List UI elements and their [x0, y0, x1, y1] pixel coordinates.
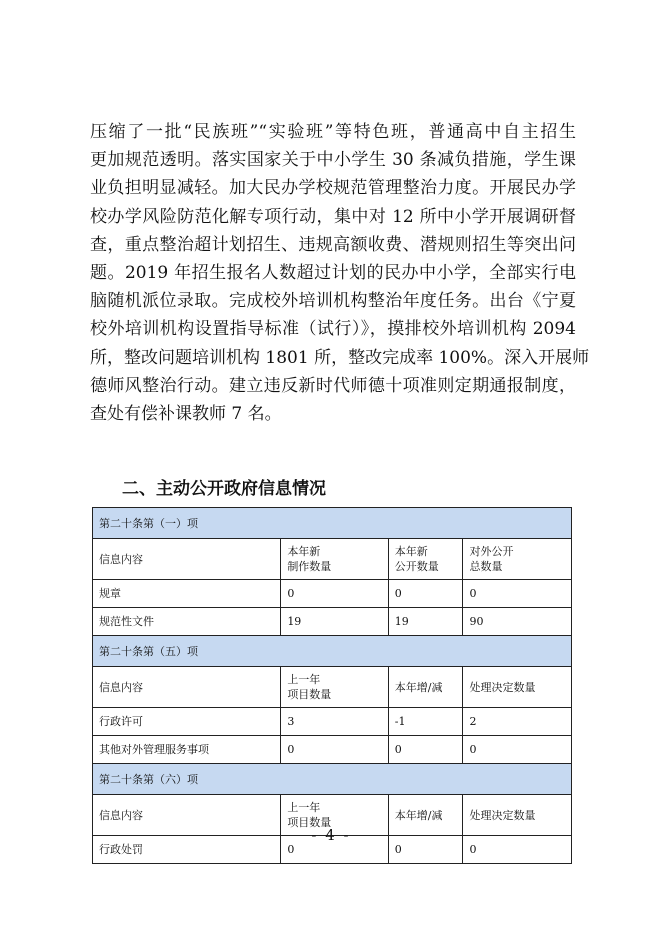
table-cell: 0: [281, 736, 388, 764]
section-header: 第二十条第（五）项: [93, 636, 572, 667]
page-number: - 4 -: [311, 826, 351, 844]
table-cell: 规范性文件: [93, 608, 281, 636]
column-header-row: [93, 667, 572, 708]
paragraph-line: 更加规范透明。落实国家关于中小学生 30 条减负措施，学生课: [90, 150, 576, 171]
paragraph-line: 压缩了一批“民族班”“实验班”等特色班，普通高中自主招生: [90, 122, 576, 142]
column-header-row: [93, 539, 572, 580]
section-header: 第二十条第（一）项: [93, 508, 572, 539]
table-row: [93, 608, 572, 636]
paragraph-line: 查处有偿补课教师 7 名。: [90, 404, 282, 425]
table-cell: 其他对外管理服务事项: [93, 736, 281, 764]
table-cell: 规章: [93, 580, 281, 608]
table-cell: 90: [463, 608, 572, 636]
paragraph-line: 业负担明显减轻。加大民办学校规范管理整治力度。开展民办学: [90, 178, 576, 199]
paragraph-line: 脑随机派位录取。完成校外培训机构整治年度任务。出台《宁夏: [90, 291, 576, 312]
section-header-row: [93, 764, 572, 795]
column-header: 本年新 制作数量: [281, 539, 388, 580]
body-paragraph: [90, 118, 590, 428]
paragraph-line: 德师风整治行动。建立违反新时代师德十项准则定期通报制度，: [90, 375, 576, 396]
column-header: 信息内容: [93, 667, 281, 708]
table-cell: 0: [388, 580, 463, 608]
column-header: 上一年 项目数量: [281, 667, 388, 708]
table-cell: 0: [388, 836, 463, 864]
column-header: 本年新 公开数量: [388, 539, 463, 580]
table-cell: 2: [463, 708, 572, 736]
column-header: 对外公开 总数量: [463, 539, 572, 580]
section-header-row: [93, 636, 572, 667]
column-header: 本年增/减: [388, 667, 463, 708]
table-cell: 0: [463, 836, 572, 864]
table-cell: 0: [281, 836, 388, 864]
table-cell: -1: [388, 708, 463, 736]
table-cell: 行政许可: [93, 708, 281, 736]
paragraph-line: 题。2019 年招生报名人数超过计划的民办中小学，全部实行电: [90, 263, 576, 284]
section-header-row: [93, 508, 572, 539]
section-title: 二、主动公开政府信息情况: [122, 479, 326, 499]
disclosure-table: [92, 507, 572, 864]
table-cell: 19: [388, 608, 463, 636]
table-row: [93, 736, 572, 764]
column-header: 处理决定数量: [463, 795, 572, 836]
column-header: 处理决定数量: [463, 667, 572, 708]
table-cell: 3: [281, 708, 388, 736]
paragraph-line: 校办学风险防范化解专项行动，集中对 12 所中小学开展调研督: [90, 206, 576, 227]
table-row: [93, 580, 572, 608]
table-cell: 0: [281, 580, 388, 608]
table-cell: 0: [388, 736, 463, 764]
section-header: 第二十条第（六）项: [93, 764, 572, 795]
paragraph-line: 校外培训机构设置指导标准（试行）》，摸排校外培训机构 2094: [90, 319, 576, 340]
table-row: [93, 708, 572, 736]
paragraph-line: 查，重点整治超计划招生、违规高额收费、潜规则招生等突出问: [90, 234, 576, 255]
table-cell: 0: [463, 736, 572, 764]
column-header: 信息内容: [93, 539, 281, 580]
table-cell: 19: [281, 608, 388, 636]
table-cell: 行政处罚: [93, 836, 281, 864]
paragraph-line: 所，整改问题培训机构 1801 所，整改完成率 100%。深入开展师: [90, 347, 590, 368]
table-cell: 0: [463, 580, 572, 608]
column-header: 信息内容: [93, 795, 281, 836]
column-header: 上一年 项目数量: [281, 795, 388, 836]
column-header: 本年增/减: [388, 795, 463, 836]
